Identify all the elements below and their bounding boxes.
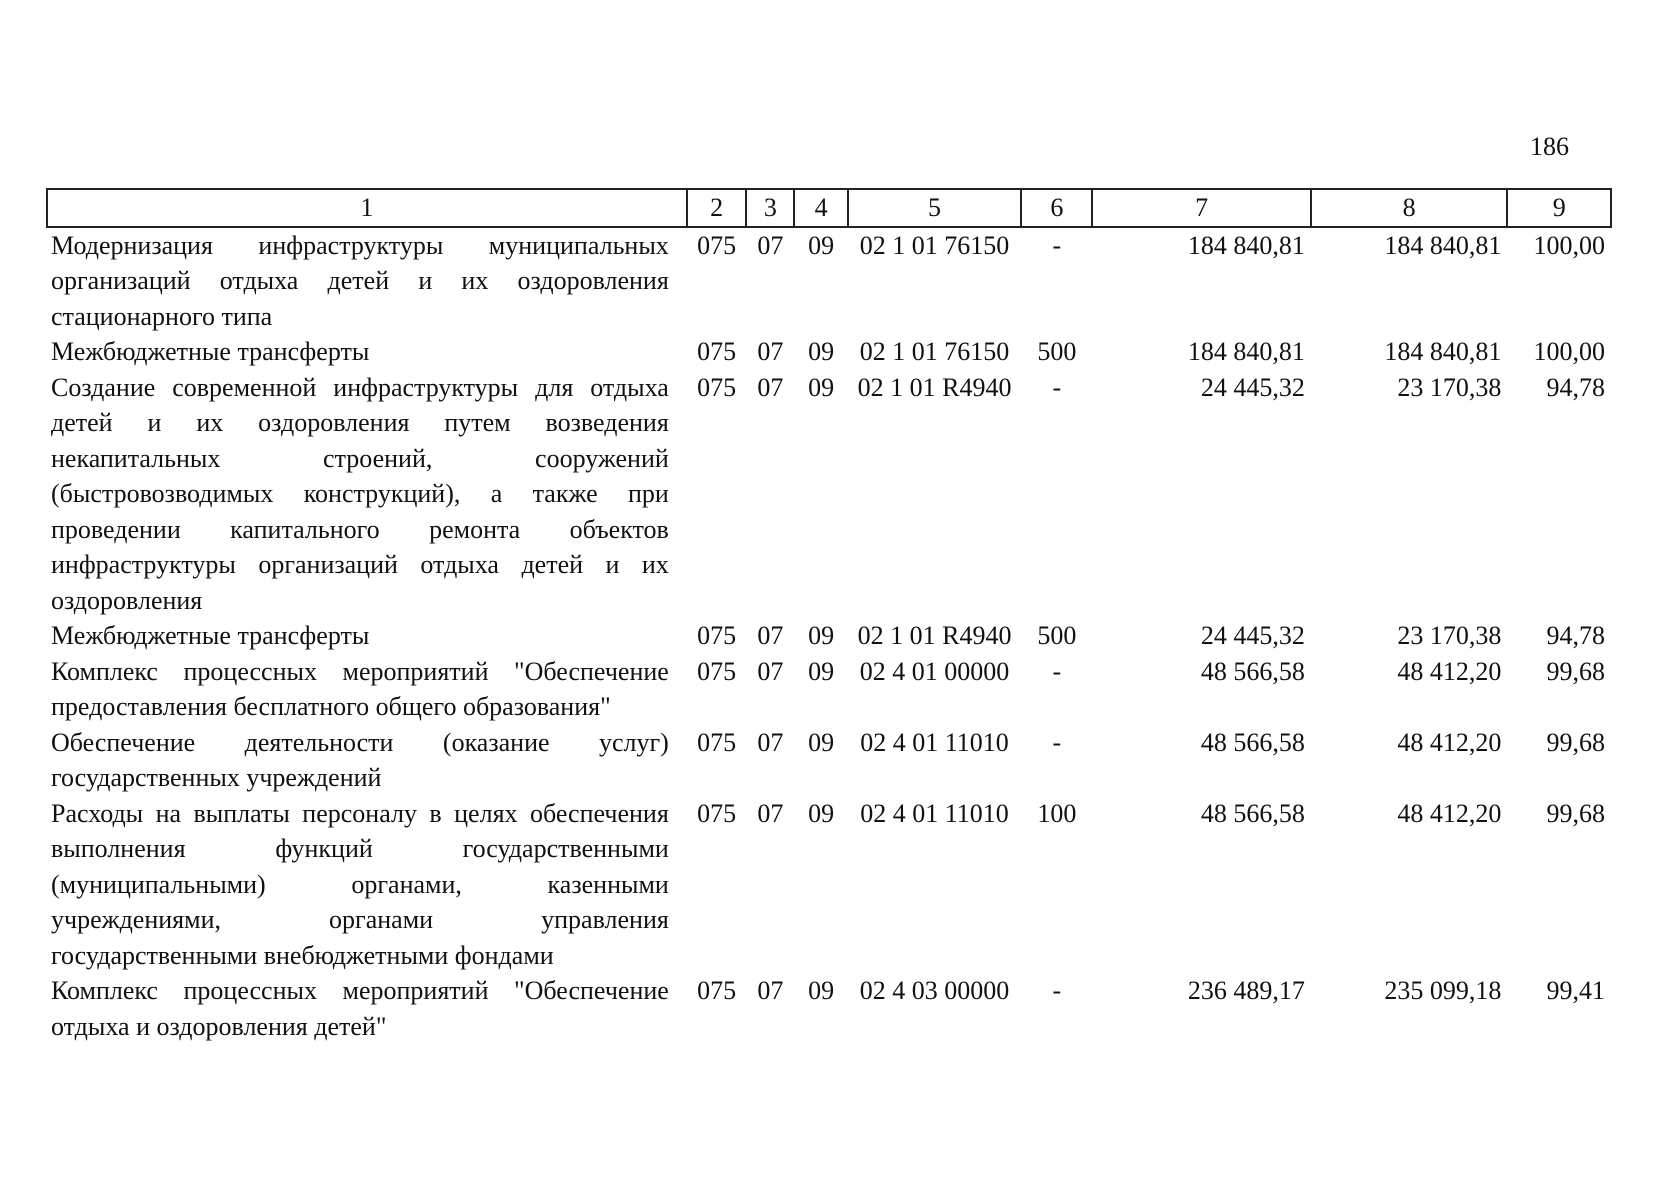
row-fact: 23 170,38	[1397, 372, 1502, 402]
row-percent: 99,41	[1546, 976, 1605, 1005]
header-col-1: 1	[47, 189, 687, 227]
budget-table	[46, 188, 1612, 1044]
row-target-article: 02 4 01 00000	[859, 656, 1010, 686]
row-name: Создание современной инфраструктуры для отдыха детей и их оздоровления путем возведения некапитальных строений, сооружений (быстровозводимых конструкций), а также при проведении капитального ремонта объектов инфраструктуры организаций отдыха детей и их оздоровления	[51, 372, 669, 615]
row-plan: 24 445,32	[1200, 621, 1305, 650]
row-subsection: 09	[808, 621, 835, 650]
row-plan: 184 840,81	[1187, 337, 1305, 366]
row-grbs: 075	[697, 337, 737, 366]
row-target-article: 02 4 01 11010	[860, 798, 1009, 828]
row-percent: 99,68	[1546, 798, 1605, 828]
row-target-article: 02 1 01 R4940	[857, 372, 1012, 402]
header-col-9: 9	[1507, 189, 1611, 227]
row-percent: 99,68	[1546, 656, 1605, 686]
row-section: 07	[757, 621, 784, 650]
row-section: 07	[757, 727, 784, 757]
row-plan: 48 566,58	[1200, 798, 1305, 828]
row-fact: 235 099,18	[1384, 976, 1502, 1005]
row-grbs: 075	[697, 976, 737, 1005]
row-name: Комплекс процессных мероприятий "Обеспечение предоставления бесплатного общего образования"	[51, 656, 669, 721]
row-name: Обеспечение деятельности (оказание услуг) государственных учреждений	[51, 727, 669, 792]
row-name: Модернизация инфраструктуры муниципальных организаций отдыха детей и их оздоровления стационарного типа	[51, 230, 669, 331]
header-col-3: 3	[746, 189, 794, 227]
row-expense-type: -	[1052, 727, 1062, 757]
row-expense-type: 100	[1037, 798, 1077, 828]
row-section: 07	[757, 656, 784, 686]
row-name: Расходы на выплаты персоналу в целях обеспечения выполнения функций государственными (муниципальными) органами, казенными учреждениями, органами управления государственными внебюджетными фондами	[51, 798, 669, 970]
row-target-article: 02 4 01 11010	[860, 727, 1009, 757]
table-row	[47, 973, 1611, 1044]
header-col-6: 6	[1021, 189, 1092, 227]
row-expense-type: -	[1052, 656, 1062, 686]
row-grbs: 075	[697, 621, 737, 650]
row-section: 07	[757, 976, 784, 1005]
row-section: 07	[757, 798, 784, 828]
row-plan: 184 840,81	[1187, 230, 1305, 260]
row-expense-type: -	[1052, 372, 1062, 402]
row-subsection: 09	[808, 656, 835, 686]
row-grbs: 075	[697, 372, 737, 402]
row-name: Межбюджетные трансферты	[51, 337, 370, 366]
row-plan: 236 489,17	[1187, 976, 1305, 1005]
row-section: 07	[757, 372, 784, 402]
row-percent: 99,68	[1546, 727, 1605, 757]
row-expense-type: 500	[1037, 337, 1077, 366]
table-row	[47, 618, 1611, 654]
row-section: 07	[757, 230, 784, 260]
row-grbs: 075	[697, 656, 737, 686]
table-row	[47, 370, 1611, 619]
row-target-article: 02 1 01 76150	[859, 337, 1010, 366]
header-row	[47, 189, 1611, 227]
row-plan: 24 445,32	[1200, 372, 1305, 402]
row-plan: 48 566,58	[1200, 656, 1305, 686]
header-col-5: 5	[848, 189, 1022, 227]
row-percent: 94,78	[1546, 621, 1605, 650]
table-row	[47, 725, 1611, 796]
row-subsection: 09	[808, 230, 835, 260]
row-target-article: 02 4 03 00000	[859, 976, 1010, 1005]
header-col-4: 4	[794, 189, 847, 227]
header-col-7: 7	[1092, 189, 1310, 227]
row-fact: 48 412,20	[1397, 727, 1502, 757]
row-percent: 94,78	[1546, 372, 1605, 402]
row-fact: 48 412,20	[1397, 798, 1502, 828]
row-grbs: 075	[697, 727, 737, 757]
row-expense-type: -	[1052, 976, 1062, 1005]
row-plan: 48 566,58	[1200, 727, 1305, 757]
row-percent: 100,00	[1533, 230, 1605, 260]
table-row	[47, 796, 1611, 974]
row-expense-type: 500	[1037, 621, 1077, 650]
row-name: Комплекс процессных мероприятий "Обеспечение отдыха и оздоровления детей"	[51, 976, 669, 1041]
header-col-8: 8	[1311, 189, 1508, 227]
row-subsection: 09	[808, 976, 835, 1005]
row-target-article: 02 1 01 76150	[859, 230, 1010, 260]
table-row	[47, 654, 1611, 725]
row-name: Межбюджетные трансферты	[51, 621, 370, 650]
page-number: 186	[1530, 132, 1569, 161]
row-fact: 23 170,38	[1397, 621, 1502, 650]
row-subsection: 09	[808, 727, 835, 757]
row-fact: 184 840,81	[1384, 337, 1502, 366]
row-expense-type: -	[1052, 230, 1062, 260]
row-section: 07	[757, 337, 784, 366]
row-fact: 184 840,81	[1384, 230, 1502, 260]
row-grbs: 075	[697, 230, 737, 260]
table-row	[47, 334, 1611, 370]
row-fact: 48 412,20	[1397, 656, 1502, 686]
row-subsection: 09	[808, 337, 835, 366]
row-percent: 100,00	[1533, 337, 1605, 366]
row-subsection: 09	[808, 798, 835, 828]
row-grbs: 075	[697, 798, 737, 828]
header-col-2: 2	[687, 189, 747, 227]
table-row	[47, 227, 1611, 335]
row-target-article: 02 1 01 R4940	[857, 621, 1012, 650]
row-subsection: 09	[808, 372, 835, 402]
